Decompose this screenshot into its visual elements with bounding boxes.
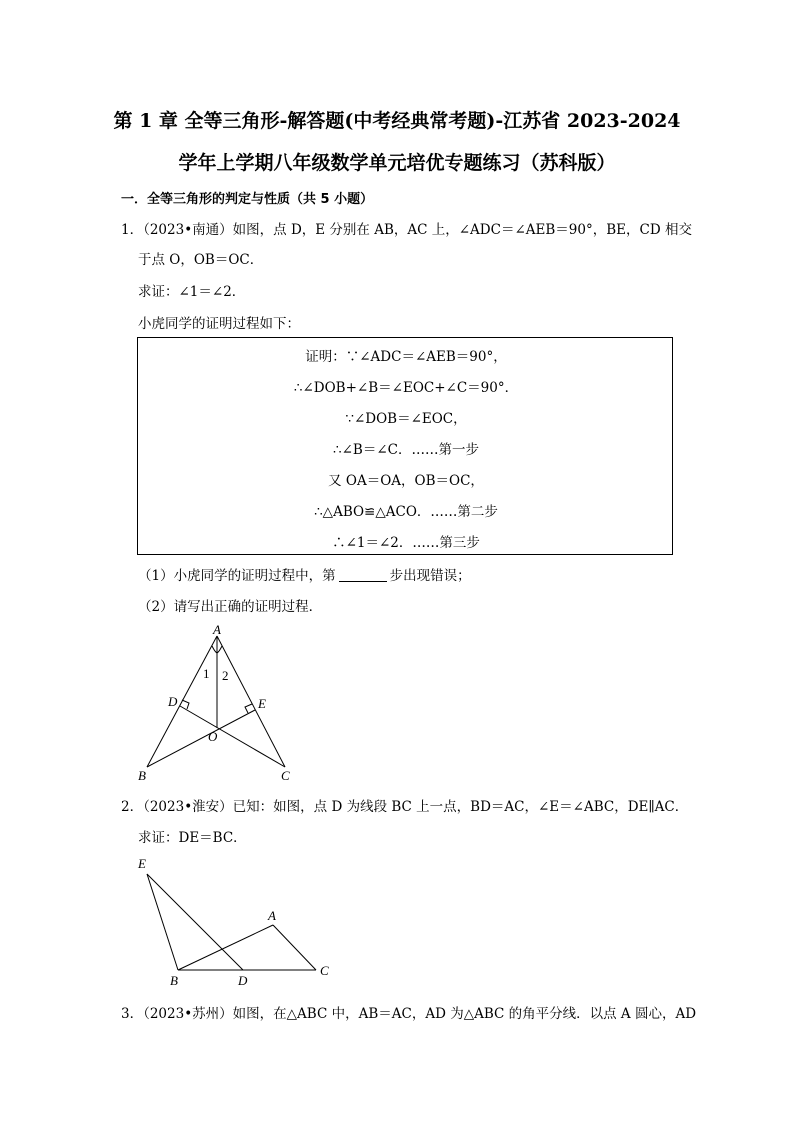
label-angle-2: 2 xyxy=(222,668,229,683)
section-heading: 一．全等三角形的判定与性质（共 5 小题） xyxy=(121,192,374,207)
proof-line: ∴∠DOB+∠B＝∠EOC+∠C＝90°． xyxy=(293,380,519,396)
answer-blank[interactable] xyxy=(339,569,387,582)
q2-figure xyxy=(130,850,340,990)
label-e: E xyxy=(258,696,266,711)
q1-prove-statement: 求证：∠1＝∠2． xyxy=(138,284,246,300)
proof-line: ∵∠DOB＝∠EOC， xyxy=(345,411,467,427)
label-d: D xyxy=(238,973,248,988)
document-title-line-1: 第 1 章 全等三角形-解答题(中考经典常考题)-江苏省 2023-2024 xyxy=(113,110,681,132)
q1-statement-line-1: 1．（2023•南通）如图，点 D，E 分别在 AB，AC 上，∠ADC＝∠AEB＝90°，BE，CD 相交 xyxy=(121,222,692,238)
label-a: A xyxy=(268,908,276,923)
label-c: C xyxy=(281,768,290,783)
segment-ed xyxy=(147,874,243,970)
segment-ab xyxy=(147,636,217,767)
label-d: D xyxy=(168,694,178,709)
angle-arc-2 xyxy=(217,646,222,653)
label-angle-1: 1 xyxy=(203,666,210,681)
q1-proof-intro: 小虎同学的证明过程如下： xyxy=(138,316,300,332)
q2-prove-statement: 求证：DE＝BC． xyxy=(138,830,247,846)
document-title-line-2: 学年上学期八年级数学单元培优专题练习（苏科版） xyxy=(178,152,616,174)
q1-sub1-prefix: （1）小虎同学的证明过程中，第 xyxy=(138,568,336,584)
q1-triangle-figure xyxy=(130,620,310,785)
label-c: C xyxy=(320,963,329,978)
q3-statement-line-1: 3．（2023•苏州）如图，在△ABC 中，AB＝AC，AD 为△ABC 的角平分线．以点 A 圆心，AD xyxy=(121,1006,697,1022)
proof-line: ∴△ABO≌△ACO．……第二步 xyxy=(314,504,498,520)
segment-ba xyxy=(178,925,273,970)
label-o: O xyxy=(208,729,218,744)
q1-proof-box xyxy=(137,337,673,555)
proof-line: 又 OA＝OA，OB＝OC， xyxy=(328,473,484,489)
q1-sub1-suffix: 步出现错误； xyxy=(389,568,471,584)
proof-line: ∴∠1＝∠2．……第三步 xyxy=(332,535,480,551)
q1-subquestion-2: （2）请写出正确的证明过程． xyxy=(138,599,323,615)
segment-eb xyxy=(147,874,178,970)
proof-line: ∴∠B＝∠C．……第一步 xyxy=(333,442,479,458)
q1-statement-line-2: 于点 O，OB＝OC． xyxy=(138,252,264,268)
q1-subquestion-1 xyxy=(138,564,471,584)
q2-statement-line-1: 2．（2023•淮安）已知：如图，点 D 为线段 BC 上一点，BD＝AC，∠E＝∠ABC，DE∥AC． xyxy=(121,799,689,815)
label-b: B xyxy=(138,768,146,783)
label-e: E xyxy=(138,856,146,871)
proof-line: 证明：∵∠ADC＝∠AEB＝90°， xyxy=(305,349,507,365)
angle-arc-1 xyxy=(212,646,217,653)
segment-ac xyxy=(273,925,316,970)
label-b: B xyxy=(170,973,178,988)
label-a: A xyxy=(213,622,221,637)
